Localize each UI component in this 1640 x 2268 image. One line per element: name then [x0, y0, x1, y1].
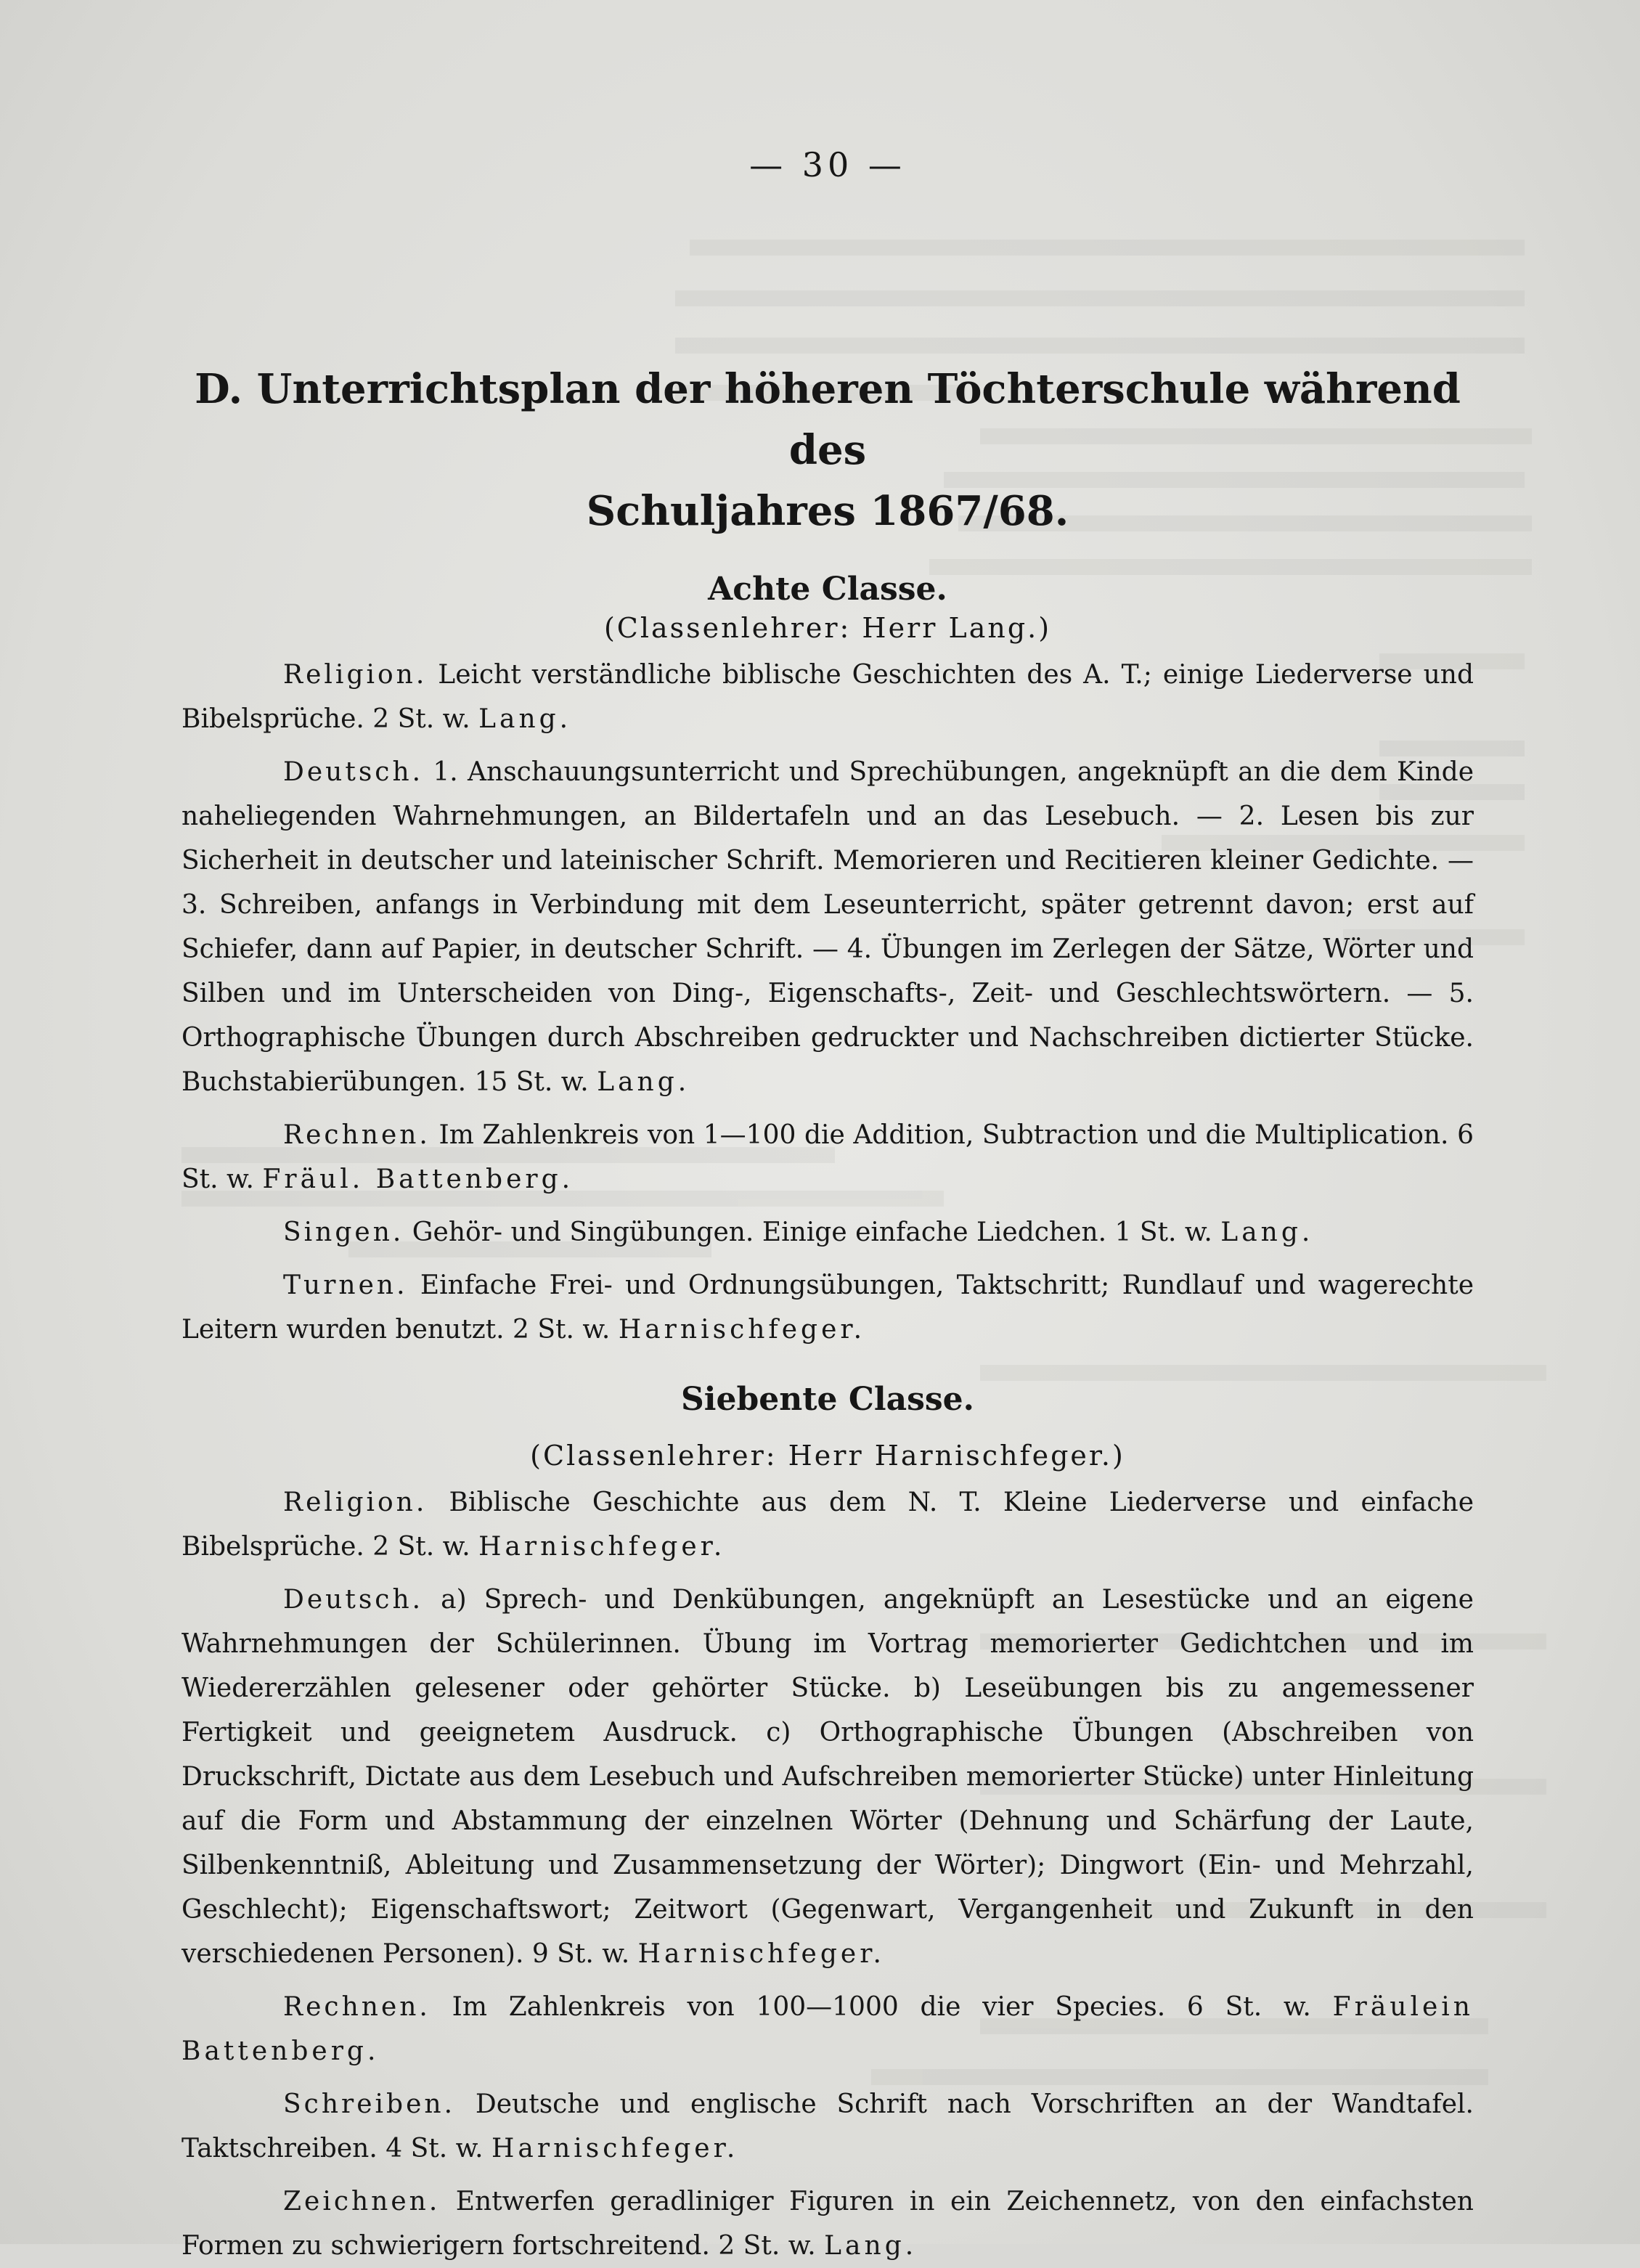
subject-label: Schreiben. — [283, 2089, 456, 2119]
entry-deutsch — [181, 1578, 1474, 1976]
subject-label: Religion. — [283, 660, 428, 690]
entry-schreiben — [181, 2082, 1474, 2171]
subject-label: Singen. — [283, 1217, 404, 1247]
page-number: — 30 — — [749, 145, 906, 184]
entry-religion — [181, 653, 1474, 741]
teacher-name: Harnischfeger. — [491, 2134, 739, 2163]
entry-deutsch — [181, 750, 1474, 1104]
teacher-name: Lang. — [1220, 1217, 1314, 1247]
entry-text: Biblische Geschichte aus dem N. T. Kleine Liederverse und einfache Bibelsprüche. 2 St. w. — [181, 1488, 1474, 1562]
entry-text: Entwerfen geradliniger Figuren in ein Zeichennetz, von den einfachsten Formen zu schwierigern fortschreitend. 2 St. w. — [181, 2187, 1474, 2261]
teacher-name: Harnischfeger. — [637, 1939, 885, 1969]
entry-text: Im Zahlenkreis von 100—1000 die vier Species. 6 St. w. — [430, 1992, 1333, 2022]
entry-rechnen — [181, 1113, 1474, 1202]
section-heading: Siebente Classe. — [681, 1381, 974, 1418]
entry-text: a) Sprech- und Denkübungen, angeknüpft an Lesestücke und an eigene Wahrnehmungen der Schülerinnen. Übung im Vortrag memorierter Gedichtchen und im Wiedererzählen gelesener oder gehörter Stücke. b) Leseübungen bis zu angemessener Fertigkeit und geeignetem Ausdruck. c) Orthographische Übungen (Abschreiben von Druckschrift, Dictate aus dem Lesebuch und Aufschreiben memorierter Stücke) unter Hinleitung auf die Form und Abstammung der einzelnen Wörter (Dehnung und Schärfung der Laute, Silbenkenntniß, Ableitung und Zusammensetzung der Wörter); Dingwort (Ein- und Mehrzahl, Geschlecht); Eigenschaftswort; Zeitwort (Gegenwart, Vergangenheit und Zukunft in den verschiedenen Personen). 9 St. w. — [181, 1585, 1474, 1969]
page-content — [181, 145, 1474, 2268]
subject-label: Deutsch. — [283, 757, 424, 787]
section-siebente-classe — [181, 1381, 1474, 2268]
subject-label: Deutsch. — [283, 1585, 424, 1615]
teacher-name: Fräulein Battenberg. — [181, 1992, 1474, 2066]
class-teacher: (Classenlehrer: Herr Lang.) — [603, 612, 1052, 644]
subject-label: Rechnen. — [283, 1992, 431, 2022]
teacher-name: Lang. — [597, 1067, 690, 1097]
entry-text: Einfache Frei- und Ordnungsübungen, Taktschritt; Rundlauf und wagerechte Leitern wurden benutzt. 2 St. w. — [181, 1270, 1474, 1345]
title-line-1: D. Unterrichtsplan der höheren Töchterschule während des — [195, 365, 1461, 474]
section-heading: Achte Classe. — [708, 571, 947, 608]
entry-singen — [181, 1210, 1474, 1255]
entry-text: Im Zahlenkreis von 1—100 die Addition, Subtraction und die Multiplication. 6 St. w. — [181, 1120, 1474, 1194]
entry-religion — [181, 1480, 1474, 1569]
teacher-name: Harnischfeger. — [478, 1532, 726, 1562]
entry-rechnen — [181, 1985, 1474, 2073]
subject-label: Religion. — [283, 1488, 428, 1517]
entry-text: Deutsche und englische Schrift nach Vorschriften an der Wandtafel. Taktschreiben. 4 St. w. — [181, 2089, 1474, 2163]
teacher-name: Harnischfeger. — [618, 1315, 866, 1345]
teacher-name: Lang. — [478, 704, 572, 734]
subject-label: Rechnen. — [283, 1120, 431, 1150]
subject-label: Zeichnen. — [283, 2187, 441, 2216]
title-line-2: Schuljahres 1867/68. — [586, 487, 1069, 535]
section-achte-classe — [181, 571, 1474, 1352]
entry-text: 1. Anschauungsunterricht und Sprechübungen, angeknüpft an die dem Kinde naheliegenden Wahrnehmungen, an Bildertafeln und an das Lesebuch. — 2. Lesen bis zur Sicherheit in deutscher und lateinischer Schrift. Memorieren und Recitieren kleiner Gedichte. — 3. Schreiben, anfangs in Verbindung mit dem Leseunterricht, später getrennt davon; erst auf Schiefer, dann auf Papier, in deutscher Schrift. — 4. Übungen im Zerlegen der Sätze, Wörter und Silben und im Unterscheiden von Ding-, Eigenschafts-, Zeit- und Geschlechtswörtern. — 5. Orthographische Übungen durch Abschreiben gedruckter und Nachschreiben dictierter Stücke. Buchstabierübungen. 15 St. w. — [181, 757, 1474, 1097]
entry-zeichnen — [181, 2179, 1474, 2268]
teacher-name: Lang. — [824, 2231, 918, 2261]
class-teacher: (Classenlehrer: Herr Harnischfeger.) — [530, 1440, 1125, 1472]
entry-text: Gehör- und Singübungen. Einige einfache Liedchen. 1 St. w. — [404, 1217, 1221, 1247]
document-title — [181, 359, 1474, 542]
teacher-name: Fräul. Battenberg. — [262, 1164, 574, 1194]
entry-turnen — [181, 1263, 1474, 1352]
subject-label: Turnen. — [283, 1270, 408, 1300]
entry-text: Leicht verständliche biblische Geschichten des A. T.; einige Liederverse und Bibelsprüche. 2 St. w. — [181, 660, 1474, 734]
